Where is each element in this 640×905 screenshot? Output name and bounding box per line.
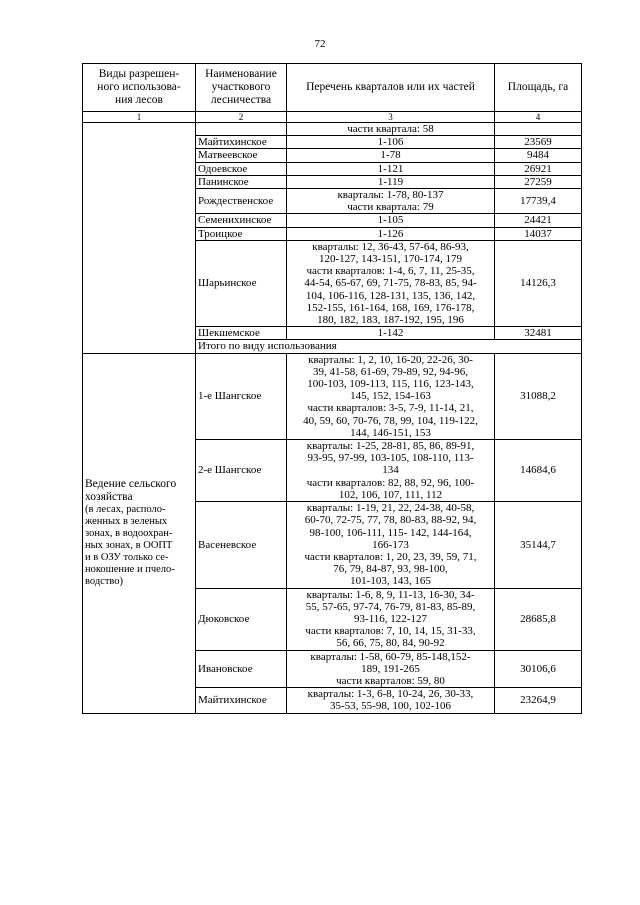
quarters-cell — [287, 214, 495, 227]
area-cell: 17739,4 — [495, 189, 582, 214]
area-cell: 9484 — [495, 149, 582, 162]
quarters-cell — [287, 353, 495, 439]
column-number: 3 — [287, 112, 495, 123]
quarters-line: части кварталов: 82, 88, 92, 96, 100- — [306, 476, 475, 489]
quarters-line: части кварталов: 1-4, 6, 7, 11, 25-35, — [306, 265, 475, 278]
forestry-name-cell: 2-е Шангское — [196, 440, 287, 502]
column-number: 1 — [83, 112, 196, 123]
forestry-name-cell: Семенихинское — [196, 214, 287, 227]
quarters-line: 180, 182, 183, 187-192, 195, 196 — [317, 314, 464, 327]
quarters-line: 1-142 — [377, 327, 404, 340]
forestry-name-cell: Троицкое — [196, 227, 287, 240]
area-cell: 35144,7 — [495, 502, 582, 588]
area-cell: 23264,9 — [495, 688, 582, 713]
column-number: 2 — [196, 112, 287, 123]
quarters-line: кварталы: 1-78, 80-137 — [337, 189, 444, 202]
quarters-line: 39, 41-58, 61-69, 79-89, 92, 94-96, — [313, 365, 468, 378]
usage-description-line: водство) — [85, 576, 124, 588]
forestry-name-cell: Шекшемское — [196, 327, 287, 340]
area-cell: 23569 — [495, 136, 582, 149]
quarters-line: 60-70, 72-75, 77, 78, 80-83, 88-92, 94, — [304, 514, 477, 527]
area-cell — [495, 123, 582, 136]
area-cell: 32481 — [495, 327, 582, 340]
forestry-name-cell: Панинское — [196, 175, 287, 188]
usage-title-line: хозяйства — [85, 491, 133, 504]
forestry-name-cell: 1-е Шангское — [196, 353, 287, 439]
quarters-cell — [287, 688, 495, 713]
quarters-line: 144, 146-151, 153 — [350, 426, 431, 439]
quarters-line: 1-126 — [377, 227, 404, 240]
forestry-name-cell: Одоевское — [196, 162, 287, 175]
quarters-cell — [287, 502, 495, 588]
quarters-line: 189, 191-265 — [361, 662, 420, 675]
quarters-line: 44-54, 65-67, 69, 71-75, 78-83, 85, 94- — [304, 277, 477, 290]
quarters-line: 102, 106, 107, 111, 112 — [338, 488, 443, 501]
quarters-line: части квартала: 79 — [347, 201, 434, 214]
quarters-line: 152-155, 161-164, 168, 169, 176-178, — [306, 301, 475, 314]
quarters-cell — [287, 162, 495, 175]
quarters-line: 55, 57-65, 97-74, 76-79, 81-83, 85-89, — [305, 600, 476, 613]
quarters-line: кварталы: 1-25, 28-81, 85, 86, 89-91, — [306, 440, 475, 453]
quarters-line: 134 — [382, 464, 399, 477]
quarters-line: 1-105 — [377, 214, 404, 227]
quarters-cell: части квартала: 58 — [287, 123, 495, 136]
quarters-line: части кварталов: 3-5, 7-9, 11-14, 21, — [307, 402, 474, 415]
area-cell: 27259 — [495, 175, 582, 188]
quarters-line: 101-103, 143, 165 — [350, 575, 431, 588]
forestry-name-cell: Шарьинское — [196, 240, 287, 326]
quarters-line: 40, 59, 60, 70-76, 78, 99, 104, 119-122, — [303, 414, 478, 427]
quarters-line: кварталы: 1-6, 8, 9, 11-13, 16-30, 34- — [306, 588, 475, 601]
quarters-line: 100-103, 109-113, 115, 116, 123-143, — [307, 378, 474, 391]
quarters-line: 1-78 — [380, 149, 401, 162]
usage-description-line: нокошение и пчело- — [85, 564, 175, 576]
usage-description-line: зонах, в водоохран- — [85, 528, 173, 540]
quarters-line: кварталы: 1, 2, 10, 16-20, 22-26, 30- — [308, 353, 473, 366]
area-cell: 14037 — [495, 227, 582, 240]
area-cell: 14684,6 — [495, 440, 582, 502]
quarters-line: 145, 152, 154-163 — [350, 390, 431, 403]
usage-type-cell — [83, 353, 196, 713]
area-cell: 14126,3 — [495, 240, 582, 326]
forest-usage-table — [82, 63, 582, 714]
quarters-line: 35-53, 55-98, 100, 102-106 — [330, 700, 451, 713]
area-cell: 31088,2 — [495, 353, 582, 439]
usage-title-line: Ведение сельского — [85, 478, 177, 491]
quarters-line: 56, 66, 75, 80, 84, 90-92 — [336, 637, 445, 650]
table-row — [83, 353, 582, 439]
header-usage-type: Виды разрешен- ного использова- ния лесов — [83, 64, 196, 112]
quarters-line: 166-173 — [372, 538, 409, 551]
quarters-cell — [287, 588, 495, 650]
usage-description-line: ных зонах, в ООПТ — [85, 540, 173, 552]
quarters-cell — [287, 149, 495, 162]
quarters-line: 120-127, 143-151, 170-174, 179 — [319, 253, 462, 266]
header-quarters: Перечень кварталов или их частей — [287, 64, 495, 112]
forestry-name-cell: Ивановское — [196, 650, 287, 688]
quarters-line: 76, 79, 84-87, 93, 98-100, — [333, 563, 448, 576]
column-number-row — [83, 112, 582, 123]
usage-description-line: и в ОЗУ только се- — [85, 552, 169, 564]
quarters-cell — [287, 227, 495, 240]
header-forestry-name: Наименование участкового лесничества — [196, 64, 287, 112]
quarters-line: части кварталов: 59, 80 — [336, 674, 445, 687]
quarters-line: кварталы: 1-3, 6-8, 10-24, 26, 30-33, — [307, 688, 474, 701]
usage-type-empty-cell — [83, 123, 196, 354]
quarters-cell — [287, 327, 495, 340]
quarters-line: 93-95, 97-99, 103-105, 108-110, 113- — [307, 452, 474, 465]
forestry-name-cell: Васеневское — [196, 502, 287, 588]
quarters-line: части кварталов: 7, 10, 14, 15, 31-33, — [305, 625, 476, 638]
total-label: Итого по виду использования — [196, 340, 582, 353]
page-number: 72 — [314, 38, 326, 50]
quarters-cell — [287, 175, 495, 188]
forestry-name-cell: Дюковское — [196, 588, 287, 650]
quarters-line: кварталы: 12, 36-43, 57-64, 86-93, — [312, 240, 469, 253]
forestry-name-cell — [196, 123, 287, 136]
quarters-line: кварталы: 1-58, 60-79, 85-148,152- — [310, 650, 471, 663]
area-cell: 24421 — [495, 214, 582, 227]
quarters-cell — [287, 136, 495, 149]
column-number: 4 — [495, 112, 582, 123]
quarters-line: 1-121 — [377, 162, 404, 175]
usage-description-line: (в лесах, располо- — [85, 504, 166, 516]
quarters-line: 98-100, 106-111, 115- 142, 144-164, — [309, 526, 472, 539]
forestry-name-cell: Майтихинское — [196, 688, 287, 713]
quarters-line: 104, 106-116, 128-131, 135, 136, 142, — [305, 289, 476, 302]
table-row — [83, 123, 582, 136]
quarters-line: кварталы: 1-19, 21, 22, 24-38, 40-58, — [306, 502, 475, 515]
quarters-line: части кварталов: 1, 20, 23, 39, 59, 71, — [304, 550, 477, 563]
quarters-line: 1-119 — [377, 175, 404, 188]
forestry-name-cell: Рождественское — [196, 189, 287, 214]
quarters-cell — [287, 240, 495, 326]
quarters-line: 1-106 — [377, 136, 404, 149]
quarters-cell — [287, 189, 495, 214]
header-row — [83, 64, 582, 112]
area-cell: 26921 — [495, 162, 582, 175]
header-area: Площадь, га — [495, 64, 582, 112]
area-cell: 30106,6 — [495, 650, 582, 688]
area-cell: 28685,8 — [495, 588, 582, 650]
forestry-name-cell: Майтихинское — [196, 136, 287, 149]
quarters-line: 93-116, 122-127 — [354, 612, 427, 625]
quarters-cell — [287, 440, 495, 502]
quarters-cell — [287, 650, 495, 688]
usage-description-line: женных в зеленых — [85, 516, 168, 528]
forestry-name-cell: Матвеевское — [196, 149, 287, 162]
